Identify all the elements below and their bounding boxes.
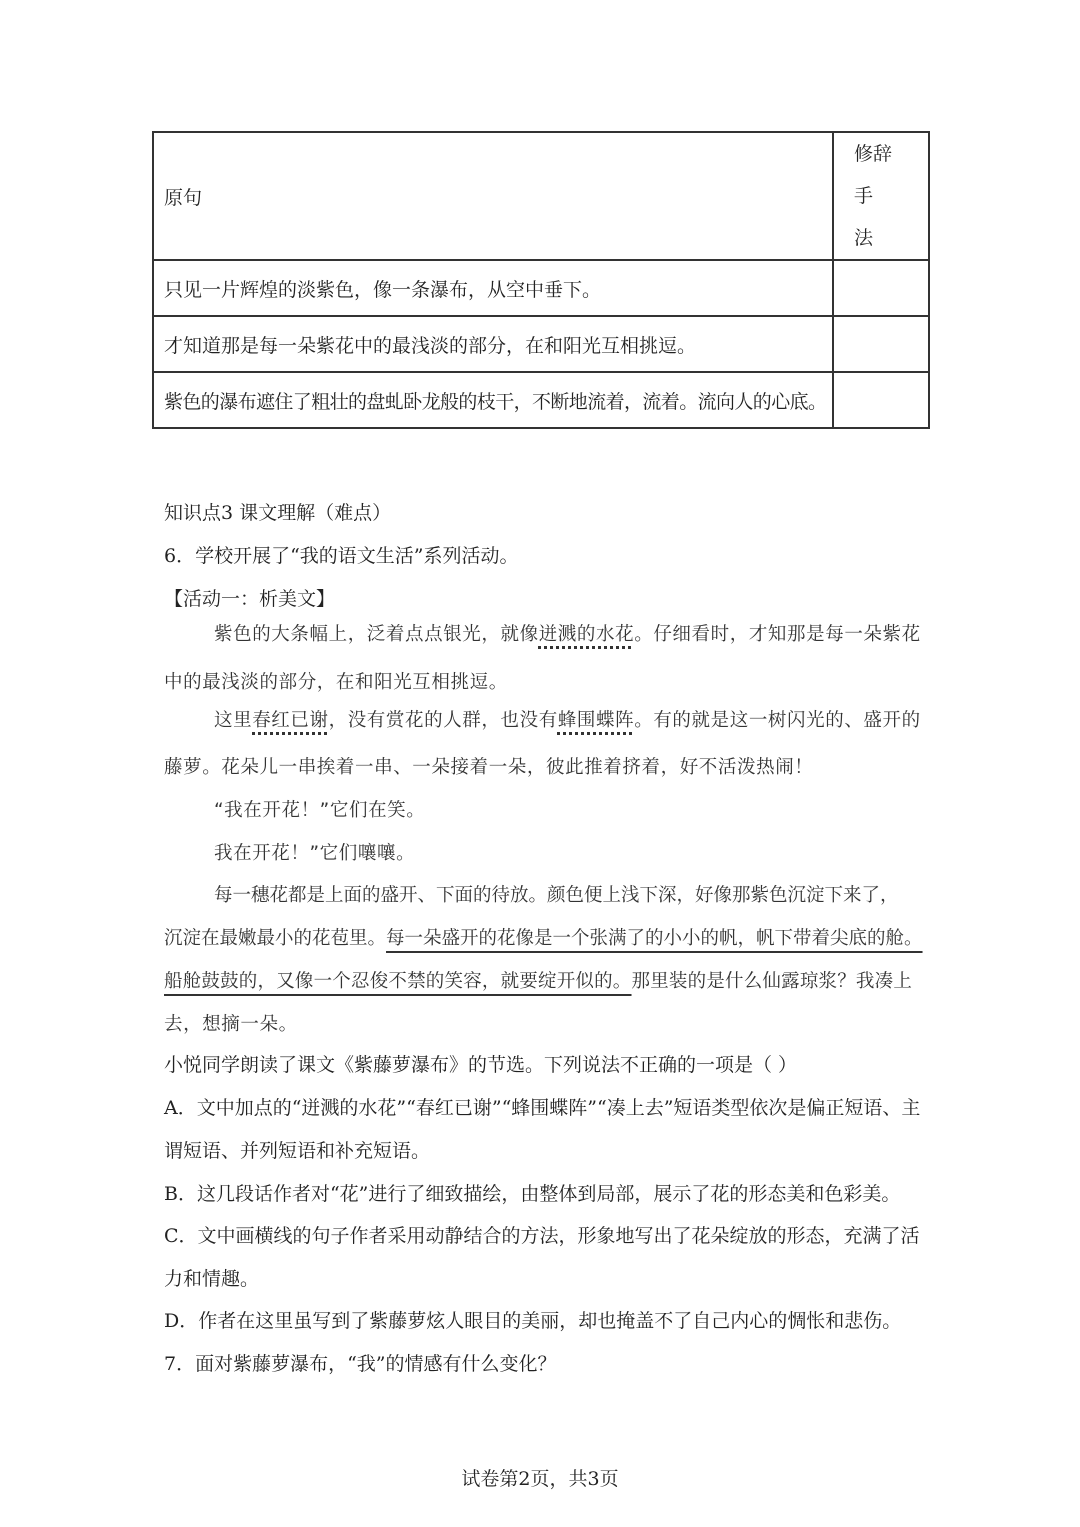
technique-cell: [833, 316, 929, 372]
dotted-phrase: 迸溅的水花: [538, 624, 635, 645]
option-d[interactable]: D．作者在这里虽写到了紫藤萝炫人眼目的美丽，却也掩盖不了自己内心的惆怅和悲伤。: [164, 1310, 902, 1332]
passage-text: 这里: [214, 710, 253, 731]
option-a-cont: 谓短语、并列短语和补充短语。: [164, 1140, 431, 1162]
activity-label: 【活动一：析美文】: [164, 588, 336, 610]
passage-line: 中的最浅淡的部分，在和阳光互相挑逗。: [164, 672, 508, 693]
rhetoric-table: [152, 131, 930, 429]
sentence-cell: 才知道那是每一朵紫花中的最浅淡的部分，在和阳光互相挑逗。: [153, 316, 833, 372]
passage-text: ，没有赏花的人群，也没有: [328, 710, 558, 731]
table-row: [153, 372, 929, 428]
technique-cell: [833, 372, 929, 428]
technique-cell: [833, 260, 929, 316]
header-original-sentence: 原句: [153, 132, 833, 260]
option-c-cont: 力和情趣。: [164, 1268, 260, 1290]
option-b[interactable]: B．这几段话作者对“花”进行了细致描绘，由整体到局部，展示了花的形态美和色彩美。: [164, 1183, 901, 1205]
table-header-row: [153, 132, 929, 260]
option-a[interactable]: A．文中加点的“迸溅的水花”“春红已谢”“蜂围蝶阵”“凑上去”短语类型依次是偏正短语、主: [164, 1097, 921, 1119]
passage-line: [214, 706, 921, 732]
dotted-phrase: 蜂围蝶阵: [557, 710, 635, 731]
passage-line: 藤萝。花朵儿一串挨着一串、一朵接着一朵，彼此推着挤着，好不活泼热闹！: [164, 757, 814, 778]
passage-text: 紫色的大条幅上，泛着点点银光，就像: [214, 624, 539, 645]
passage-text: 那里装的是什么仙露琼浆？我凑上: [631, 971, 913, 992]
header-rhetoric-line1: 修辞手: [854, 143, 893, 207]
passage-line: “我在开花！”它们在笑。: [214, 800, 426, 821]
table-row: [153, 316, 929, 372]
passage-text: 。仔细看时，才知那是每一朵紫花: [634, 624, 921, 645]
header-rhetoric: [833, 132, 929, 260]
passage-line: [214, 620, 921, 646]
sentence-cell: 只见一片辉煌的淡紫色，像一条瀑布，从空中垂下。: [153, 260, 833, 316]
underlined-sentence: 船舱鼓鼓的，又像一个忍俊不禁的笑容，就要绽开似的。: [164, 971, 632, 992]
sentence-cell: 紫色的瀑布遮住了粗壮的盘虬卧龙般的枝干，不断地流着，流着。流向人的心底。: [153, 372, 833, 428]
section-title: 知识点3 课文理解（难点）: [164, 502, 392, 524]
passage-line: [164, 967, 912, 993]
header-rhetoric-line2: 法: [854, 227, 874, 249]
question-6-prompt: 小悦同学朗读了课文《紫藤萝瀑布》的节选。下列说法不正确的一项是（ ）: [164, 1054, 798, 1076]
page-footer: 试卷第2页，共3页: [461, 1468, 619, 1490]
passage-text: 沉淀在最嫩最小的花苞里。: [164, 928, 387, 949]
question-7: 7．面对紫藤萝瀑布，“我”的情感有什么变化？: [164, 1353, 557, 1375]
passage-line: 我在开花！”它们嚷嚷。: [214, 843, 416, 864]
table-row: [153, 260, 929, 316]
passage-line: 去，想摘一朵。: [164, 1014, 298, 1035]
passage-line: [164, 924, 923, 950]
question-6-stem: 6．学校开展了“我的语文生活”系列活动。: [164, 545, 519, 567]
passage-line: 每一穗花都是上面的盛开、下面的待放。颜色便上浅下深，好像那紫色沉淀下来了，: [214, 885, 899, 906]
option-c[interactable]: C．文中画横线的句子作者采用动静结合的方法，形象地写出了花朵绽放的形态，充满了活: [164, 1225, 920, 1247]
passage-text: 。有的就是这一树闪光的、盛开的: [634, 710, 921, 731]
underlined-sentence: 每一朵盛开的花像是一个张满了的小小的帆，帆下带着尖底的舱。: [386, 928, 923, 949]
dotted-phrase: 春红已谢: [252, 710, 329, 731]
